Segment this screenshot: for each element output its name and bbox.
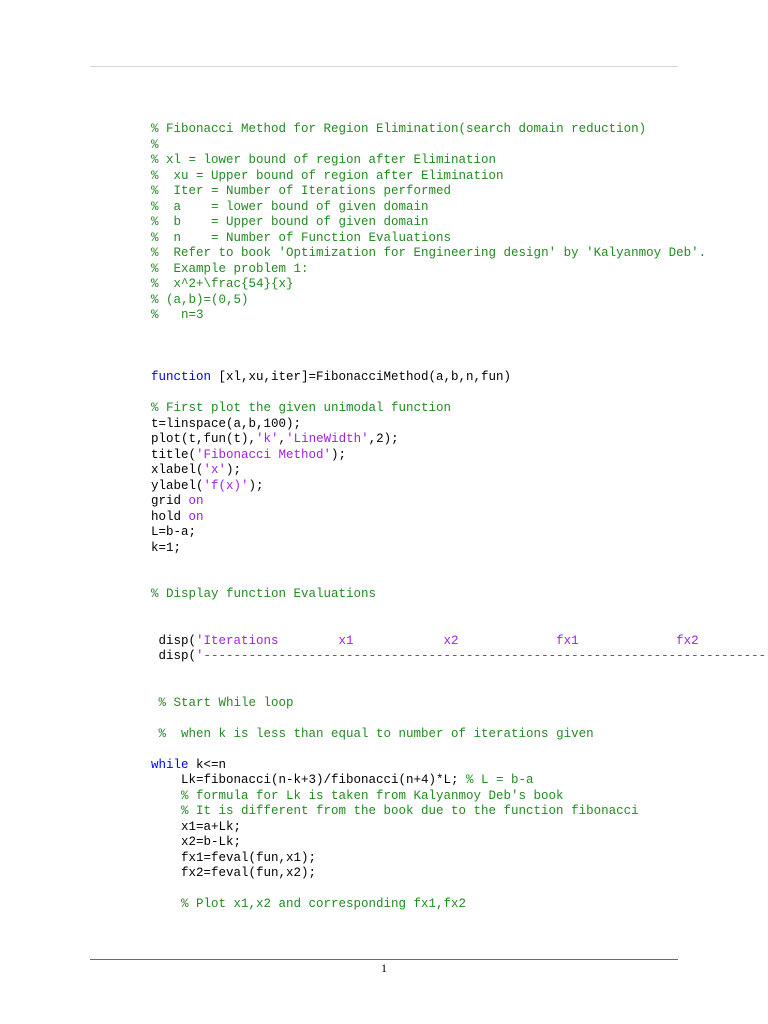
loop-start-comment: % Start While loop [158, 695, 294, 710]
hold-command: hold [151, 509, 182, 524]
code-line [151, 789, 766, 805]
lk-statement: Lk=fibonacci(n-k+3)/fibonacci(n+4)*L; [181, 773, 459, 787]
code-line [151, 587, 766, 603]
ylabel-string: 'f(x)' [203, 478, 249, 493]
blank-line [151, 386, 766, 402]
plot-call-end: ,2); [368, 432, 399, 446]
function-signature: [xl,xu,iter]=FibonacciMethod(a,b,n,fun) [218, 370, 512, 384]
title-call: title( [151, 447, 197, 462]
comment: % [151, 137, 159, 152]
hold-on-arg: on [188, 509, 204, 524]
blank-line [151, 742, 766, 758]
difference-comment: % It is different from the book due to the function fibonacci [181, 804, 639, 818]
ylabel-call: ylabel( [151, 478, 204, 493]
grid-command: grid [151, 494, 182, 508]
code-line [151, 773, 766, 789]
code-line [151, 851, 766, 867]
code-line [151, 494, 766, 510]
code-line [151, 432, 766, 448]
code-line [151, 804, 766, 820]
comment: % n = Number of Function Evaluations [151, 230, 452, 245]
code-line [151, 649, 766, 665]
code-line [151, 231, 766, 247]
xlabel-call: xlabel( [151, 463, 204, 477]
code-line [151, 479, 766, 495]
while-keyword: while [151, 757, 189, 772]
blank-line [151, 355, 766, 371]
blank-line [151, 665, 766, 681]
code-line [151, 463, 766, 479]
comment: % b = Upper bound of given domain [151, 215, 429, 229]
code-line [151, 417, 766, 433]
blank-line [151, 711, 766, 727]
x2-statement: x2=b-Lk; [181, 835, 242, 849]
code-line [151, 138, 766, 154]
code-line [151, 370, 766, 386]
title-call-end: ); [331, 447, 347, 462]
blank-line [151, 556, 766, 572]
title-comment: % Fibonacci Method for Region Elimination(search domain reduction) [151, 122, 647, 136]
code-line [151, 525, 766, 541]
linspace-statement: t=linspace(a,b,100); [151, 416, 302, 431]
code-line [151, 510, 766, 526]
x1-statement: x1=a+Lk; [181, 819, 242, 834]
header-rule [90, 66, 678, 67]
blank-line [151, 339, 766, 355]
code-line [151, 448, 766, 464]
fx1-statement: fx1=feval(fun,x1); [181, 850, 317, 865]
code-line [151, 835, 766, 851]
comment: % a = lower bound of given domain [151, 199, 429, 214]
disp-divider-string: '--------------------------------------------------------------------------- [196, 649, 767, 663]
code-line [151, 293, 766, 309]
disp-call: disp( [158, 633, 197, 648]
init-L-statement: L=b-a; [151, 525, 197, 539]
code-line [151, 246, 766, 262]
init-k-statement: k=1; [151, 540, 182, 555]
plot-comment: % First plot the given unimodal function [151, 401, 452, 415]
comment: % xu = Upper bound of region after Elimination [151, 168, 504, 183]
function-keyword: function [151, 370, 212, 384]
code-line [151, 541, 766, 557]
formula-comment: % formula for Lk is taken from Kalyanmoy Deb's book [181, 788, 564, 803]
code-line [151, 153, 766, 169]
code-line [151, 401, 766, 417]
plot-call: plot(t,fun(t), [151, 432, 257, 446]
comment: % n=3 [151, 308, 204, 322]
plot-separator: , [278, 432, 287, 446]
code-line [151, 262, 766, 278]
disp-call: disp( [158, 649, 197, 663]
xlabel-string: 'x' [203, 463, 227, 477]
display-comment: % Display function Evaluations [151, 587, 377, 601]
blank-line [151, 882, 766, 898]
xlabel-call-end: ); [226, 463, 242, 477]
code-line [151, 308, 766, 324]
comment: % Refer to book 'Optimization for Engineering design' by 'Kalyanmoy Deb'. [151, 246, 707, 260]
code-line [151, 634, 766, 650]
code-listing [151, 122, 766, 913]
title-string: 'Fibonacci Method' [196, 447, 332, 462]
while-condition: k<=n [196, 757, 227, 772]
code-line [151, 169, 766, 185]
plot-linewidth-string: 'LineWidth' [286, 432, 369, 446]
grid-on-arg: on [188, 494, 204, 508]
blank-line [151, 618, 766, 634]
comment: % Example problem 1: [151, 261, 309, 276]
blank-line [151, 603, 766, 619]
code-line [151, 897, 766, 913]
code-line [151, 122, 766, 138]
code-line [151, 727, 766, 743]
code-line [151, 215, 766, 231]
ylabel-call-end: ); [248, 478, 264, 493]
code-line [151, 866, 766, 882]
code-line [151, 820, 766, 836]
code-line [151, 184, 766, 200]
code-line [151, 277, 766, 293]
blank-line [151, 680, 766, 696]
plot-color-string: 'k' [256, 432, 279, 446]
disp-header-string: 'Iterations x1 x2 fx1 fx2 [196, 633, 699, 648]
comment: % xl = lower bound of region after Elimination [151, 153, 497, 167]
blank-line [151, 324, 766, 340]
code-line [151, 200, 766, 216]
code-line [151, 758, 766, 774]
comment: % Iter = Number of Iterations performed [151, 184, 452, 198]
comment: % (a,b)=(0,5) [151, 292, 249, 307]
lk-inline-comment: % L = b-a [466, 773, 534, 787]
page-number: 1 [381, 961, 387, 975]
loop-condition-comment: % when k is less than equal to number of iterations given [158, 726, 594, 741]
blank-line [151, 572, 766, 588]
comment: % x^2+\frac{54}{x} [151, 277, 294, 291]
plot-points-comment: % Plot x1,x2 and corresponding fx1,fx2 [181, 897, 467, 911]
fx2-statement: fx2=feval(fun,x2); [181, 866, 317, 880]
code-line [151, 696, 766, 712]
